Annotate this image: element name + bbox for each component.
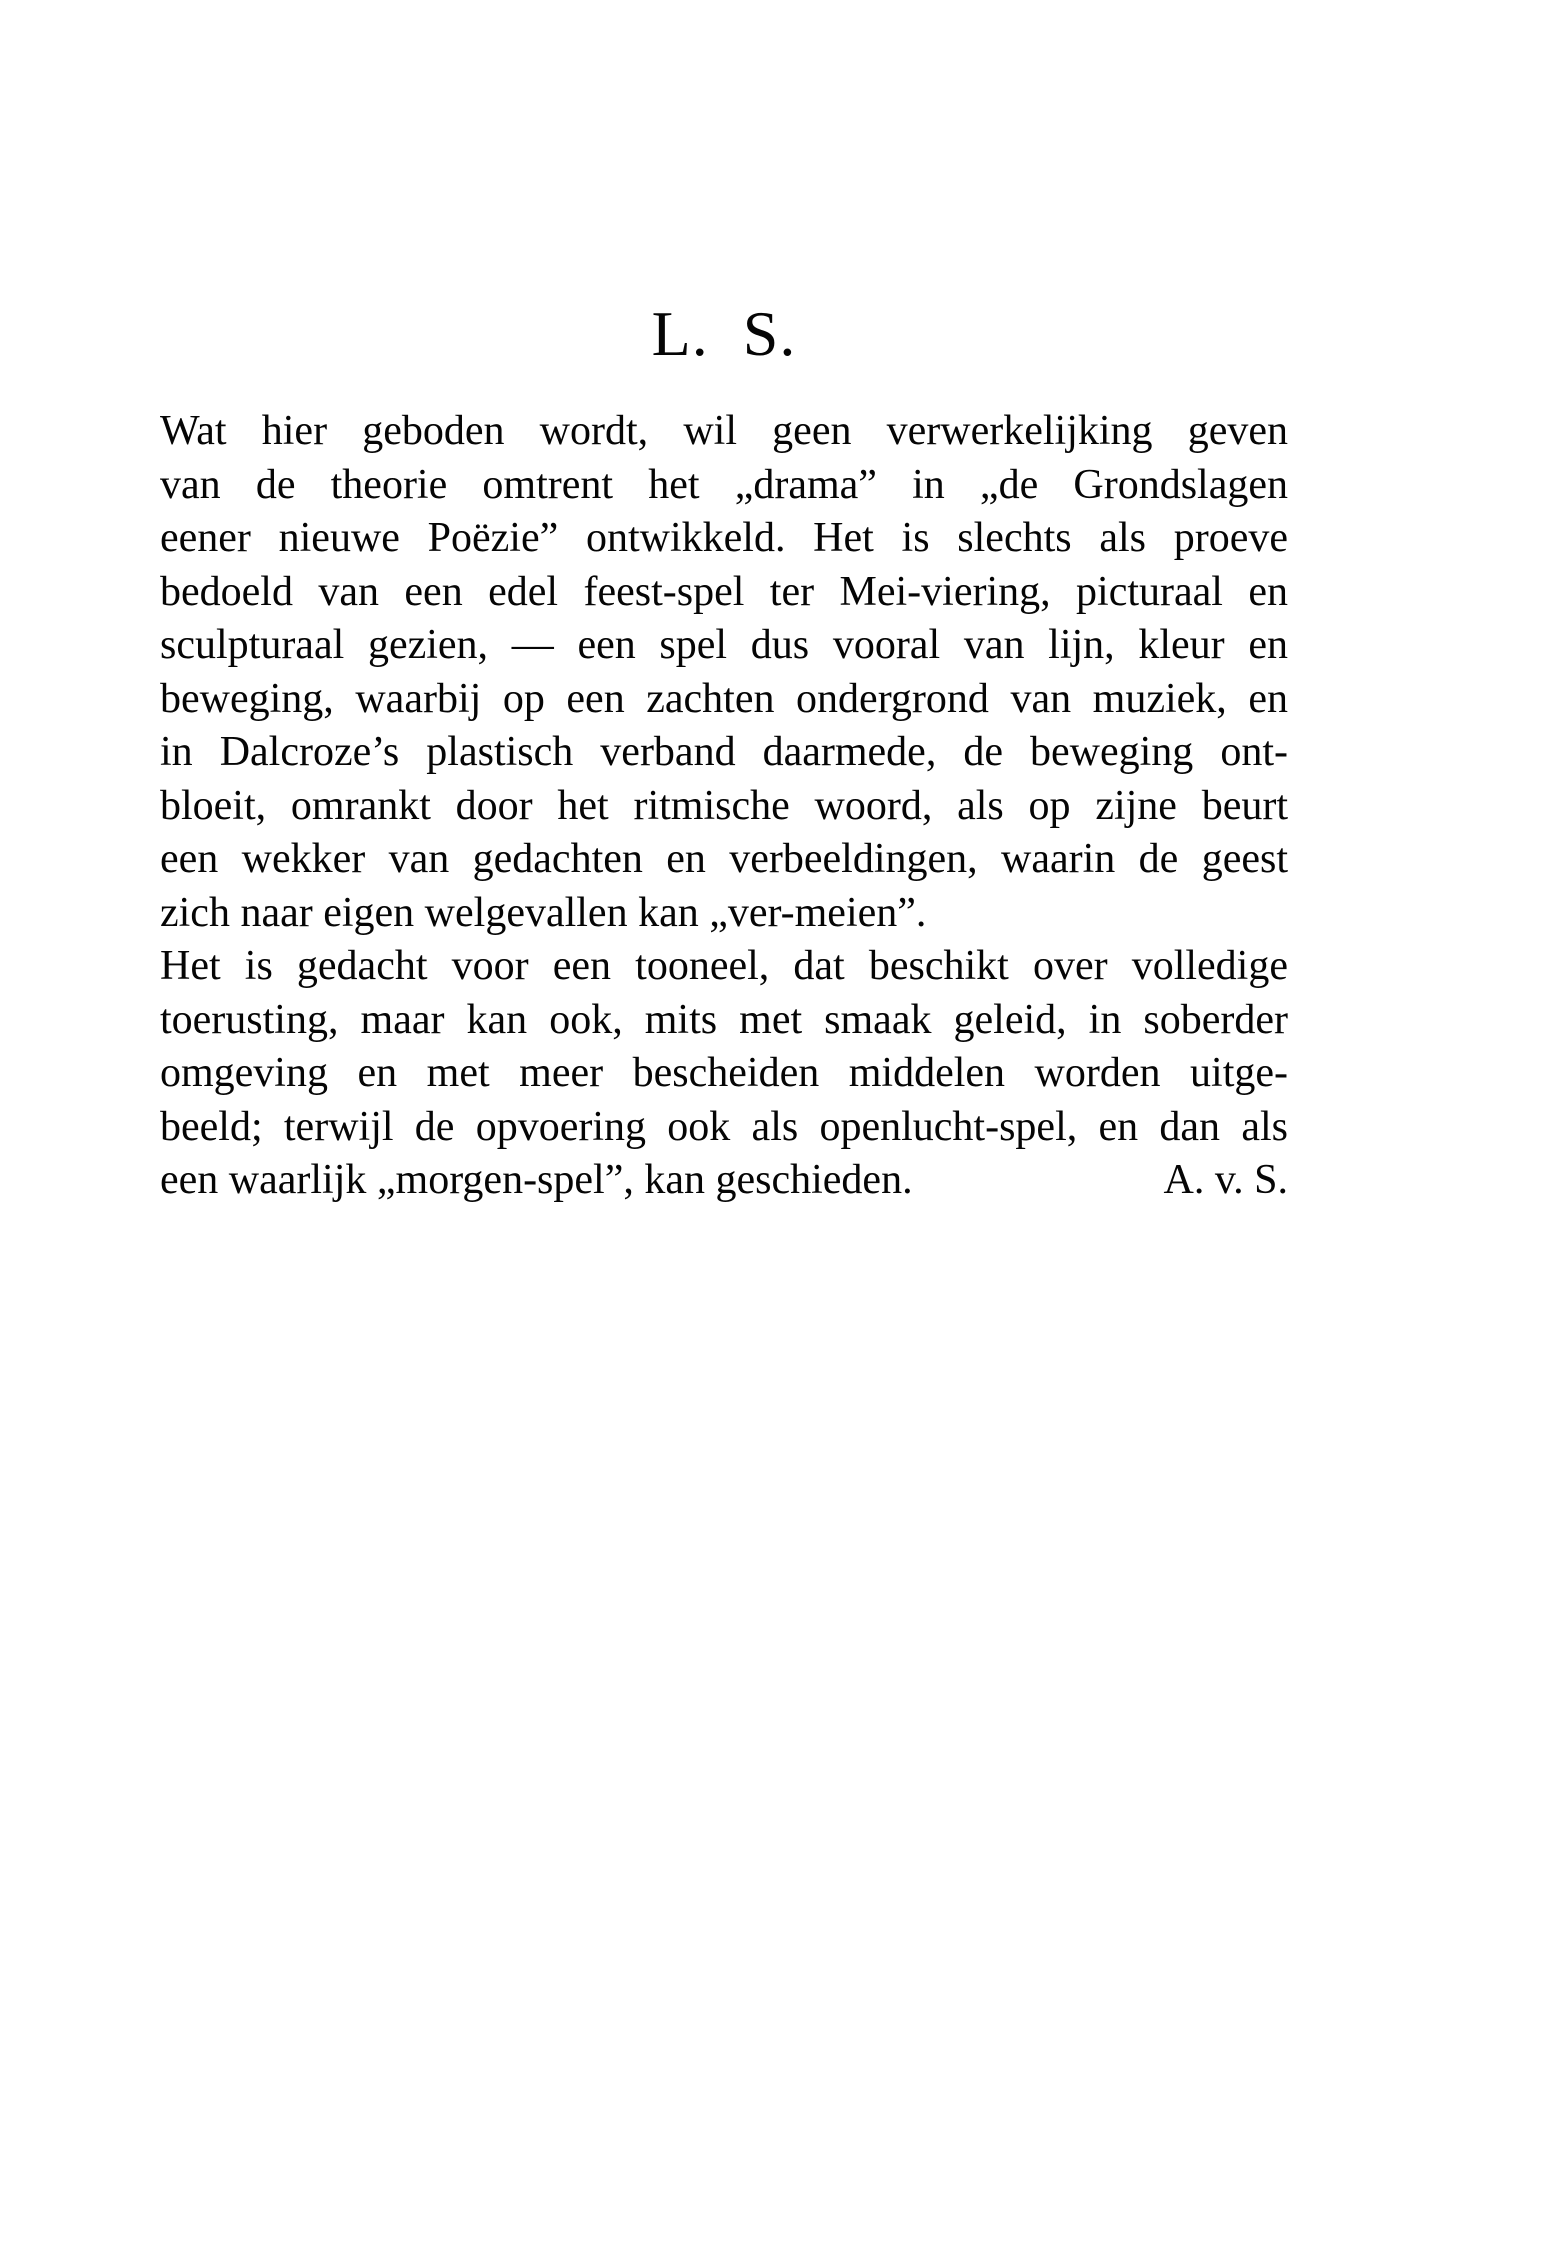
text-line: sculpturaal gezien, — een spel dus vooral van lijn, kleur en	[160, 622, 1288, 668]
text-line: in Dalcroze’s plastisch verband daarmede, de beweging ont-	[160, 729, 1288, 775]
text-line: omgeving en met meer bescheiden middelen worden uitge-	[160, 1050, 1288, 1096]
text-line	[160, 1154, 1288, 1208]
text-line: bedoeld van een edel feest-spel ter Mei-viering, picturaal en	[160, 568, 1288, 615]
text-line: van de theorie omtrent het „drama” in „de Grondslagen	[160, 461, 1288, 508]
text-block	[160, 405, 1288, 1208]
closing-sentence: een waarlijk „morgen-spel”, kan geschieden.	[160, 1157, 913, 1203]
text-line: Wat hier geboden wordt, wil geen verwerkelijking geven	[160, 408, 1288, 454]
text-line: beeld; terwijl de opvoering ook als openlucht-spel, en dan als	[160, 1103, 1288, 1150]
page-heading: L. S.	[651, 298, 797, 369]
text-line: bloeit, omrankt door het ritmische woord, als op zijne beurt	[160, 782, 1288, 829]
text-line: eener nieuwe Poëzie” ontwikkeld. Het is slechts als proeve	[160, 515, 1288, 561]
author-initials: A. v. S.	[1163, 1157, 1288, 1203]
text-line: een wekker van gedachten en verbeeldingen, waarin de geest	[160, 836, 1288, 882]
text-line: toerusting, maar kan ook, mits met smaak geleid, in soberder	[160, 996, 1288, 1043]
text-line: Het is gedacht voor een tooneel, dat beschikt over volledige	[160, 943, 1288, 989]
text-line: beweging, waarbij op een zachten ondergrond van muziek, en	[160, 675, 1288, 722]
text-line: zich naar eigen welgevallen kan „ver-meien”.	[160, 889, 927, 936]
